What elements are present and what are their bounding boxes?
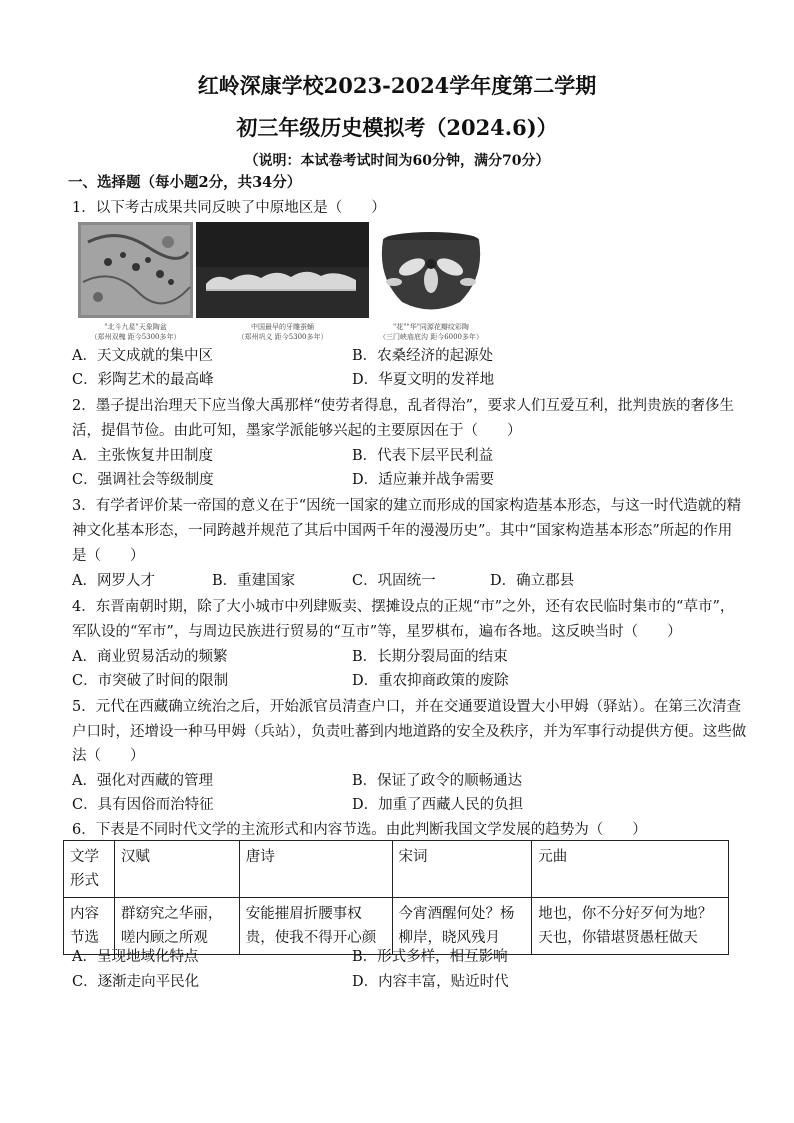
q3-option-c[interactable]: C．巩固统一 <box>352 573 436 589</box>
table-cell: 汉赋 <box>114 841 239 898</box>
q4-stem-line1: 4．东晋南朝时期，除了大小城市中列肆贩卖、摆摊设点的正规“市”之外，还有农民临时集市的“草市”， <box>72 599 735 615</box>
q1-caption-2 <box>196 322 369 342</box>
literature-table <box>63 840 729 955</box>
q1-caption-2-title: 中国最早的牙雕蚕蛹 <box>251 323 314 331</box>
q3-option-b[interactable]: B．重建国家 <box>212 573 296 589</box>
q1-caption-3 <box>372 322 490 342</box>
q5-option-c[interactable]: C．具有因俗而治特征 <box>72 797 214 813</box>
q1-option-b[interactable]: B．农桑经济的起源处 <box>352 348 494 364</box>
q3-stem-line3: 是（ ） <box>72 548 145 564</box>
section-heading: 一、选择题（每小题2分，共34分） <box>68 174 302 191</box>
table-cell: 宋词 <box>392 841 532 898</box>
q4-option-a[interactable]: A．商业贸易活动的频繁 <box>72 649 228 665</box>
q1-option-a[interactable]: A．天文成就的集中区 <box>72 348 213 364</box>
q2-stem-line2: 活，提倡节俭。由此可知，墨家学派能够兴起的主要原因在于（ ） <box>72 423 522 439</box>
q1-option-c[interactable]: C．彩陶艺术的最高峰 <box>72 372 214 388</box>
table-row <box>64 841 729 898</box>
q6-option-a[interactable]: A．呈现地域化特点 <box>72 949 199 965</box>
table-cell: 今宵酒醒何处？杨柳岸，晓风残月 <box>392 898 532 955</box>
q5-stem-line3: 法（ ） <box>72 748 145 764</box>
q3-stem-line1: 3．有学者评价某一帝国的意义在于“因统一国家的建立而形成的国家构造基本形态，与这一时代造就的精 <box>72 498 742 514</box>
q3-option-a[interactable]: A．网罗人才 <box>72 573 155 589</box>
table-cell: 文学形式 <box>64 841 115 898</box>
q4-option-c[interactable]: C．市突破了时间的限制 <box>72 673 229 689</box>
q1-image-pottery <box>372 222 490 318</box>
q1-image-silkworm <box>196 222 369 318</box>
q1-image-star-basin <box>78 222 193 318</box>
q3-stem-line2: 神文化基本形态，一同跨越并规范了其后中国两千年的漫漫历史”。其中“国家构造基本形态”所起的作用 <box>72 523 733 539</box>
q1-option-d[interactable]: D．华夏文明的发祥地 <box>352 372 495 388</box>
q6-option-d[interactable]: D．内容丰富，贴近时代 <box>352 974 509 990</box>
q2-option-b[interactable]: B．代表下层平民利益 <box>352 448 494 464</box>
table-cell: 内容节选 <box>64 898 115 955</box>
q4-stem-line2: 军队设的“军市”，与周边民族进行贸易的“互市”等，星罗棋布，遍布各地。这反映当时（ ） <box>72 624 682 640</box>
q1-caption-2-source: （郑州巩义 距今5300多年） <box>237 333 328 341</box>
q6-stem: 6．下表是不同时代文学的主流形式和内容节选。由此判断我国文学发展的趋势为（ ） <box>72 822 647 838</box>
q2-option-a[interactable]: A．主张恢复井田制度 <box>72 448 213 464</box>
q1-caption-1 <box>78 322 193 342</box>
table-cell: 安能摧眉折腰事权贵，使我不得开心颜 <box>239 898 392 955</box>
table-cell: 元曲 <box>532 841 729 898</box>
table-cell: 地也，你不分好歹何为地？天也，你错堪贤愚枉做天 <box>532 898 729 955</box>
exam-note: （说明：本试卷考试时间为60分钟，满分70分） <box>244 153 550 169</box>
table-cell: 群窈究之华丽，嗟内顾之所观 <box>114 898 239 955</box>
q5-option-b[interactable]: B．保证了政令的顺畅通达 <box>352 773 523 789</box>
q2-option-c[interactable]: C．强调社会等级制度 <box>72 472 214 488</box>
q6-option-c[interactable]: C．逐渐走向平民化 <box>72 974 200 990</box>
q5-stem-line2: 户口时，还增设一种马甲姆（兵站），负责吐蕃到内地道路的安全及秩序，并为军事行动提供方便。这些做 <box>72 724 747 740</box>
table-row <box>64 898 729 955</box>
q3-option-d[interactable]: D．确立郡县 <box>490 573 575 589</box>
q1-caption-1-source: （郑州双槐 距今5300多年） <box>90 333 181 341</box>
q1-caption-3-title: "花""华"同源花瓣纹彩陶 <box>393 323 469 331</box>
q6-option-b[interactable]: B．形式多样，相互影响 <box>352 949 508 965</box>
q5-option-a[interactable]: A．强化对西藏的管理 <box>72 773 213 789</box>
q1-stem: 1．以下考古成果共同反映了中原地区是（ ） <box>72 200 386 216</box>
q1-caption-3-source: （三门峡庙底沟 距今6000多年） <box>378 333 484 341</box>
q2-stem-line1: 2．墨子提出治理天下应当像大禹那样“使劳者得息，乱者得治”，要求人们互爱互利，批判贵族的奢侈生 <box>72 398 735 414</box>
q5-stem-line1: 5．元代在西藏确立统治之后，开始派官员清查户口，并在交通要道设置大小甲姆（驿站）。在第三次清查 <box>72 699 741 715</box>
exam-subtitle: 初三年级历史模拟考（2024.6)） <box>236 115 558 140</box>
q4-option-b[interactable]: B．长期分裂局面的结束 <box>352 649 508 665</box>
q4-option-d[interactable]: D．重农抑商政策的废除 <box>352 673 509 689</box>
q5-option-d[interactable]: D．加重了西藏人民的负担 <box>352 797 524 813</box>
q1-caption-1-title: "北斗九星"天象陶盆 <box>104 323 167 331</box>
table-cell: 唐诗 <box>239 841 392 898</box>
q2-option-d[interactable]: D．适应兼并战争需要 <box>352 472 495 488</box>
exam-title: 红岭深康学校2023-2024学年度第二学期 <box>197 73 597 98</box>
